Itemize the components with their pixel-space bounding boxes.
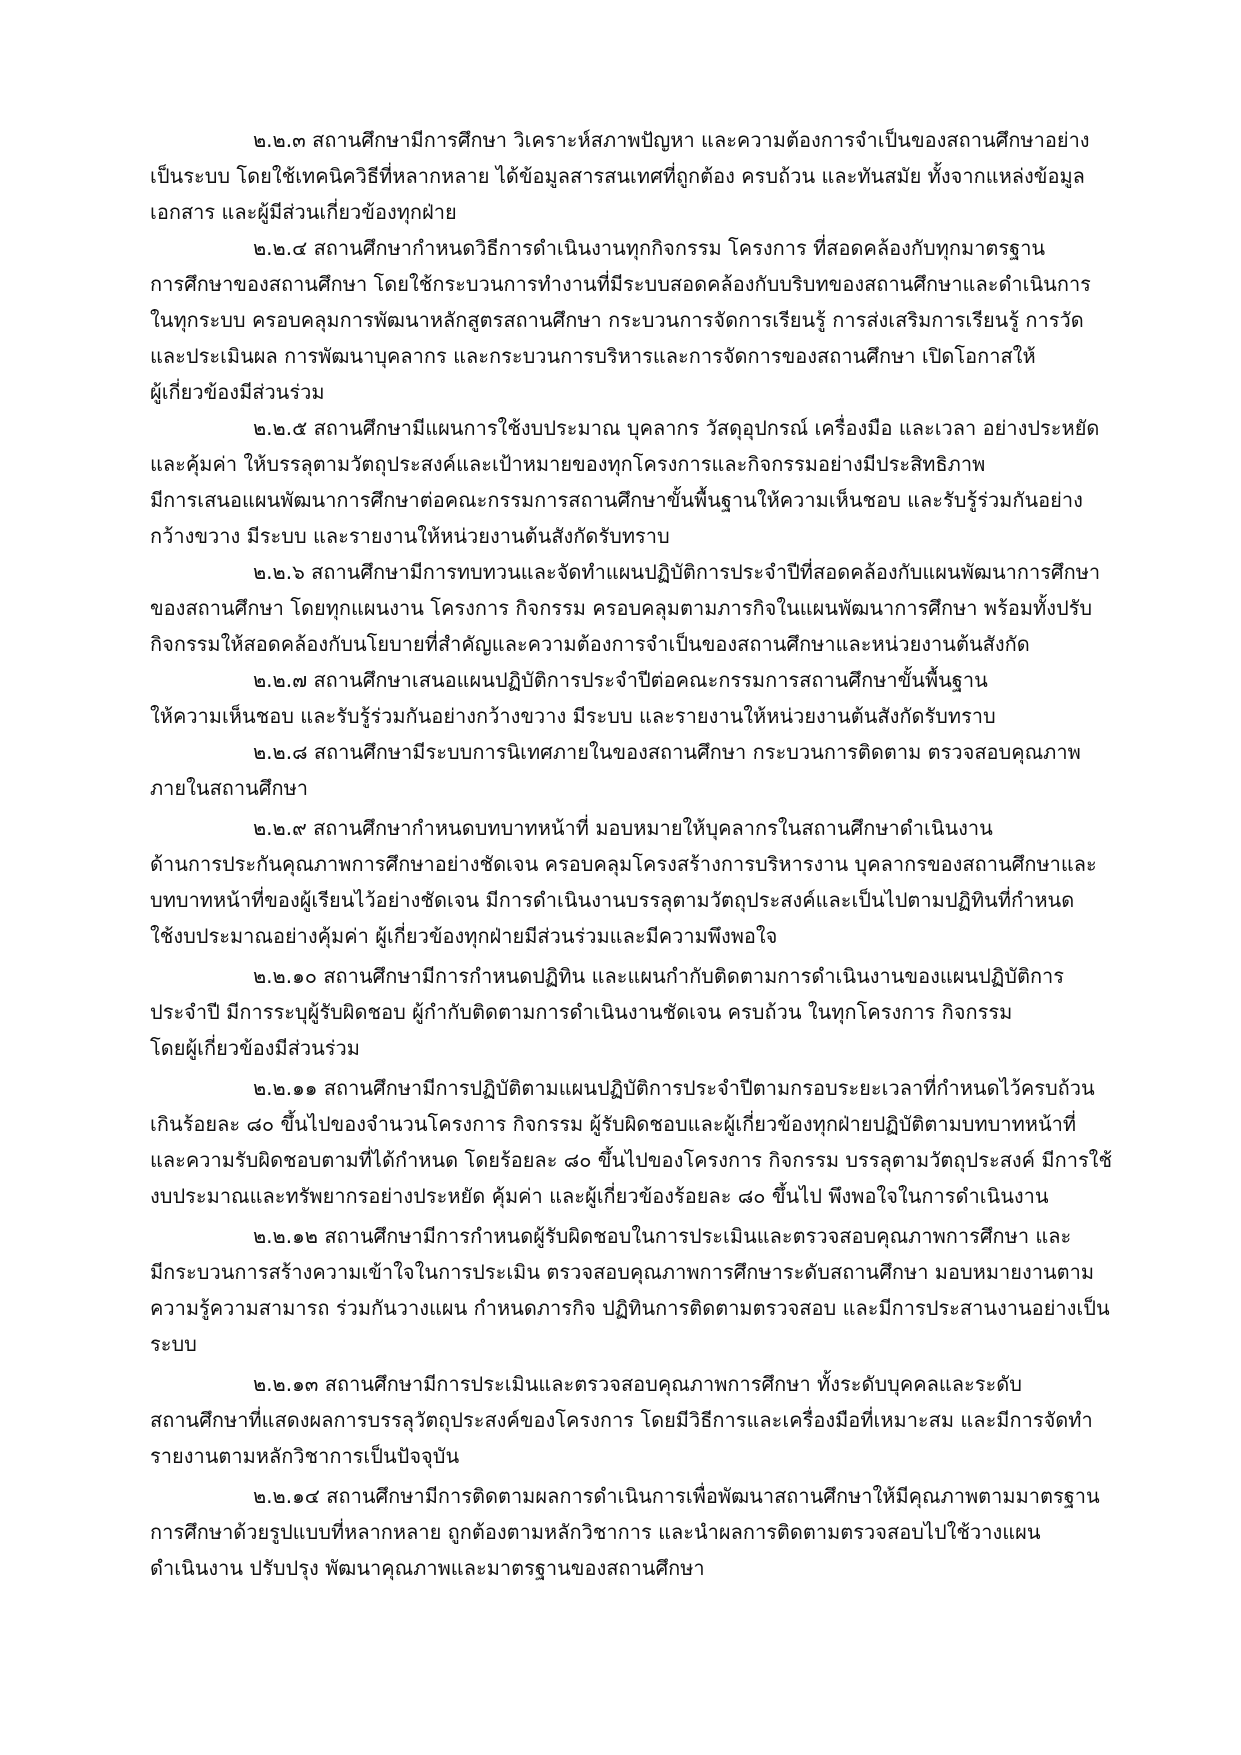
line-2-2-8-start: ๒.๒.๘ สถานศึกษามีระบบการนิเทศภายในของสถานศึกษา กระบวนการติดตาม ตรวจสอบคุณภาพ bbox=[253, 740, 1081, 764]
text-line: กิจกรรมให้สอดคล้องกับนโยบายที่สำคัญและความต้องการจำเป็นของสถานศึกษาและหน่วยงานต้นสังกัด bbox=[150, 632, 1030, 656]
text-line: ภายในสถานศึกษา bbox=[150, 776, 309, 800]
line-2-2-4-start: ๒.๒.๔ สถานศึกษากำหนดวิธีการดำเนินงานทุกกิจกรรม โครงการ ที่สอดคล้องกับทุกมาตรฐาน bbox=[253, 236, 1046, 260]
text-line: ดำเนินงาน ปรับปรุง พัฒนาคุณภาพและมาตรฐานของสถานศึกษา bbox=[150, 1556, 705, 1580]
text-line: มีการเสนอแผนพัฒนาการศึกษาต่อคณะกรรมการสถานศึกษาขั้นพื้นฐานให้ความเห็นชอบ และรับรู้ร่วมกันอย่าง bbox=[150, 488, 1083, 512]
line-2-2-10-start: ๒.๒.๑๐ สถานศึกษามีการกำหนดปฏิทิน และแผนกำกับติดตามการดำเนินงานของแผนปฏิบัติการ bbox=[253, 964, 1065, 988]
text-line: ด้านการประกันคุณภาพการศึกษาอย่างชัดเจน ครอบคลุมโครงสร้างการบริหารงาน บุคลากรของสถานศึกษาและ bbox=[150, 852, 1097, 876]
line-2-2-9-start: ๒.๒.๙ สถานศึกษากำหนดบทบาทหน้าที่ มอบหมายให้บุคลากรในสถานศึกษาดำเนินงาน bbox=[253, 816, 993, 840]
text-line: และประเมินผล การพัฒนาบุคลากร และกระบวนการบริหารและการจัดการของสถานศึกษา เปิดโอกาสให้ bbox=[150, 344, 1036, 368]
text-line: ในทุกระบบ ครอบคลุมการพัฒนาหลักสูตรสถานศึกษา กระบวนการจัดการเรียนรู้ การส่งเสริมการเรียนรู้ การวัด bbox=[150, 308, 1084, 332]
text-line: ผู้เกี่ยวข้องมีส่วนร่วม bbox=[150, 380, 325, 404]
text-line: บทบาทหน้าที่ของผู้เรียนไว้อย่างชัดเจน มีการดำเนินงานบรรลุตามวัตถุประสงค์และเป็นไปตามปฏิทินที่กำหนด bbox=[150, 888, 1075, 912]
text-line: ให้ความเห็นชอบ และรับรู้ร่วมกันอย่างกว้างขวาง มีระบบ และรายงานให้หน่วยงานต้นสังกัดรับทราบ bbox=[150, 704, 996, 728]
text-line: และความรับผิดชอบตามที่ได้กำหนด โดยร้อยละ ๘๐ ขึ้นไปของโครงการ กิจกรรม บรรลุตามวัตถุประสงค์ มีการใช้ bbox=[150, 1148, 1113, 1172]
text-line: งบประมาณและทรัพยากรอย่างประหยัด คุ้มค่า และผู้เกี่ยวข้องร้อยละ ๘๐ ขึ้นไป พึงพอใจในการดำเนินงาน bbox=[150, 1184, 1049, 1208]
text-line: เกินร้อยละ ๘๐ ขึ้นไปของจำนวนโครงการ กิจกรรม ผู้รับผิดชอบและผู้เกี่ยวข้องทุกฝ่ายปฏิบัติตามบทบาทหน้าที่ bbox=[150, 1112, 1077, 1136]
text-line: กว้างขวาง มีระบบ และรายงานให้หน่วยงานต้นสังกัดรับทราบ bbox=[150, 524, 670, 548]
line-2-2-3-start: ๒.๒.๓ สถานศึกษามีการศึกษา วิเคราะห์สภาพปัญหา และความต้องการจำเป็นของสถานศึกษาอย่าง bbox=[253, 128, 1090, 152]
text-line: ความรู้ความสามารถ ร่วมกันวางแผน กำหนดภารกิจ ปฏิทินการติดตามตรวจสอบ และมีการประสานงานอย่างเป็น bbox=[150, 1296, 1110, 1320]
line-2-2-13-start: ๒.๒.๑๓ สถานศึกษามีการประเมินและตรวจสอบคุณภาพการศึกษา ทั้งระดับบุคคลและระดับ bbox=[253, 1372, 1022, 1396]
text-line: ใช้งบประมาณอย่างคุ้มค่า ผู้เกี่ยวข้องทุกฝ่ายมีส่วนร่วมและมีความพึงพอใจ bbox=[150, 924, 778, 948]
text-line: เป็นระบบ โดยใช้เทคนิควิธีที่หลากหลาย ได้ข้อมูลสารสนเทศที่ถูกต้อง ครบถ้วน และทันสมัย ทั้งจากแหล่งข้อมูล bbox=[150, 164, 1085, 188]
line-2-2-6-start: ๒.๒.๖ สถานศึกษามีการทบทวนและจัดทำแผนปฏิบัติการประจำปีที่สอดคล้องกับแผนพัฒนาการศึกษา bbox=[253, 560, 1101, 584]
line-2-2-12-start: ๒.๒.๑๒ สถานศึกษามีการกำหนดผู้รับผิดชอบในการประเมินและตรวจสอบคุณภาพการศึกษา และ bbox=[253, 1224, 1072, 1248]
text-line: ระบบ bbox=[150, 1332, 197, 1356]
text-line: การศึกษาด้วยรูปแบบที่หลากหลาย ถูกต้องตามหลักวิชาการ และนำผลการติดตามตรวจสอบไปใช้วางแผน bbox=[150, 1520, 1041, 1544]
text-line: และคุ้มค่า ให้บรรลุตามวัตถุประสงค์และเป้าหมายของทุกโครงการและกิจกรรมอย่างมีประสิทธิภาพ bbox=[150, 452, 986, 476]
text-line: การศึกษาของสถานศึกษา โดยใช้กระบวนการทำงานที่มีระบบสอดคล้องกับบริบทของสถานศึกษาและดำเนินการ bbox=[150, 272, 1091, 296]
text-line: มีกระบวนการสร้างความเข้าใจในการประเมิน ตรวจสอบคุณภาพการศึกษาระดับสถานศึกษา มอบหมายงานตาม bbox=[150, 1260, 1095, 1284]
text-line: รายงานตามหลักวิชาการเป็นปัจจุบัน bbox=[150, 1444, 460, 1468]
line-2-2-5-start: ๒.๒.๕ สถานศึกษามีแผนการใช้งบประมาณ บุคลากร วัสดุอุปกรณ์ เครื่องมือ และเวลา อย่างประหยัด bbox=[253, 416, 1100, 440]
text-line: ของสถานศึกษา โดยทุกแผนงาน โครงการ กิจกรรม ครอบคลุมตามภารกิจในแผนพัฒนาการศึกษา พร้อมทั้งปรับ bbox=[150, 596, 1093, 620]
text-line: โดยผู้เกี่ยวข้องมีส่วนร่วม bbox=[150, 1036, 360, 1060]
line-2-2-14-start: ๒.๒.๑๔ สถานศึกษามีการติดตามผลการดำเนินการเพื่อพัฒนาสถานศึกษาให้มีคุณภาพตามมาตรฐาน bbox=[253, 1484, 1100, 1508]
text-line: ประจำปี มีการระบุผู้รับผิดชอบ ผู้กำกับติดตามการดำเนินงานชัดเจน ครบถ้วน ในทุกโครงการ กิจกรรม bbox=[150, 1000, 1013, 1024]
text-line: เอกสาร และผู้มีส่วนเกี่ยวข้องทุกฝ่าย bbox=[150, 200, 457, 224]
text-line: สถานศึกษาที่แสดงผลการบรรลุวัตถุประสงค์ของโครงการ โดยมีวิธีการและเครื่องมือที่เหมาะสม และมีการจัดทำ bbox=[150, 1408, 1093, 1432]
line-2-2-7-start: ๒.๒.๗ สถานศึกษาเสนอแผนปฏิบัติการประจำปีต่อคณะกรรมการสถานศึกษาขั้นพื้นฐาน bbox=[253, 668, 988, 692]
line-2-2-11-start: ๒.๒.๑๑ สถานศึกษามีการปฏิบัติตามแผนปฏิบัติการประจำปีตามกรอบระยะเวลาที่กำหนดไว้ครบถ้วน bbox=[253, 1076, 1095, 1100]
